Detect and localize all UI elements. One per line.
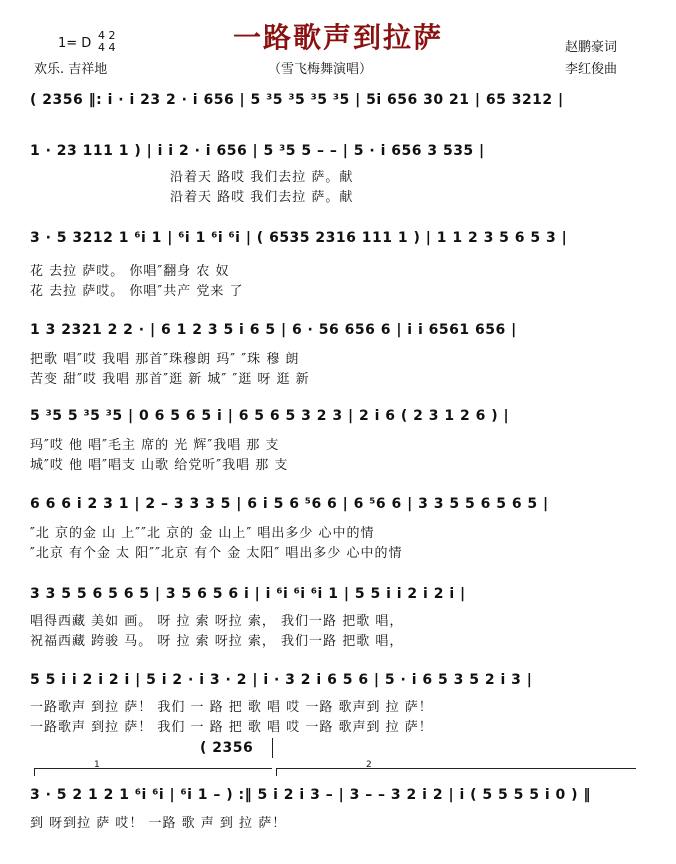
lyric-row-6-verse-2: ″北京 有个金 太 阳″″北京 有个 金 太阳″ 唱出多少 心中的情 bbox=[30, 546, 403, 561]
lyric-row-7-verse-2: 祝福西藏 跨骏 马。 呀 拉 索 呀拉 索， 我们一路 把歌 唱， bbox=[30, 634, 404, 649]
lyric-row-4-verse-2: 苦变 甜″哎 我唱 那首″逛 新 城″ ″逛 呀 逛 新 bbox=[30, 372, 310, 387]
notation-row-9: 3 · 5 2 1 2 1 ⁶i ⁶i | ⁶i 1 – ) :‖ 5 i 2 i 3 – | 3 – – 3 2 i 2 | i ( 5 5 5 5 i 0 ) ‖ bbox=[30, 787, 591, 803]
second-ending-number: 2 bbox=[366, 760, 372, 770]
time-signature-top: 4 2 bbox=[98, 29, 116, 42]
lyric-row-2-verse-1: 沿着天 路哎 我们去拉 萨。献 bbox=[170, 170, 354, 185]
notation-row-5: 5 ³5 5 ³5 ³5 | 0 6 5 6 5 i | 6 5 6 5 3 2 3 | 2 i 6 ( 2 3 1 2 6 ) | bbox=[30, 408, 510, 424]
composer: 李红俊曲 bbox=[565, 62, 618, 77]
lyric-row-5-verse-2: 城″哎 他 唱″唱支 山歌 给党听″我唱 那 支 bbox=[30, 458, 289, 473]
lyricist: 赵鹏豪词 bbox=[565, 40, 618, 55]
notation-row-6: 6 6 6 i 2 3 1 | 2 – 3 3 3 5 | 6 i 5 6 ⁵6 6 | 6 ⁵6 6 | 3 3 5 5 6 5 6 5 | bbox=[30, 496, 549, 512]
lyric-row-9: 到 呀到拉 萨 哎！ 一路 歌 声 到 拉 萨！ bbox=[30, 816, 287, 831]
lyric-row-3-verse-2: 花 去拉 萨哎。 你唱″共产 党来 了 bbox=[30, 284, 244, 299]
notation-row-4: 1 3 2321 2 2 · | 6 1 2 3 5 i 6 5 | 6 · 56 656 6 | i i 6561 656 | bbox=[30, 322, 517, 338]
notation-row-8: 5 5 i i 2 i 2 i | 5 i 2 · i 3 · 2 | i · 3 2 i 6 5 6 | 5 · i 6 5 3 5 2 i 3 | bbox=[30, 672, 533, 688]
first-ending-tick bbox=[34, 768, 35, 776]
lyric-row-8-verse-2: 一路歌声 到拉 萨！ 我们 一 路 把 歌 唱 哎 一路 歌声到 拉 萨！ bbox=[30, 720, 433, 735]
first-ending-bracket bbox=[34, 768, 272, 769]
song-title: 一路歌声到拉萨 bbox=[232, 21, 443, 54]
notation-row-1: ( 2356 ‖: i · i 23 2 · i 656 | 5 ³5 ³5 ³5 ³5 | 5i 656 30 21 | 65 3212 | bbox=[30, 92, 564, 108]
intro-reprise-notation: ( 2356 bbox=[200, 740, 254, 756]
intro-reprise-barline bbox=[272, 738, 273, 758]
lyric-row-8-verse-1: 一路歌声 到拉 萨！ 我们 一 路 把 歌 唱 哎 一路 歌声到 拉 萨！ bbox=[30, 700, 433, 715]
lyric-row-2-verse-2: 沿着天 路哎 我们去拉 萨。献 bbox=[170, 190, 354, 205]
second-ending-bracket bbox=[276, 768, 636, 769]
performer: （雪飞梅舞演唱） bbox=[268, 62, 373, 77]
lyric-row-5-verse-1: 玛″哎 他 唱″毛主 席的 光 辉″我唱 那 支 bbox=[30, 438, 280, 453]
key-signature: 1= D bbox=[58, 36, 92, 51]
style-marking: 欢乐. 吉祥地 bbox=[34, 62, 108, 77]
lyric-row-4-verse-1: 把歌 唱″哎 我唱 那首″珠穆朗 玛″ ″珠 穆 朗 bbox=[30, 352, 300, 367]
lyric-row-3-verse-1: 花 去拉 萨哎。 你唱″翻身 农 奴 bbox=[30, 264, 230, 279]
time-signature-bottom: 4 4 bbox=[98, 41, 116, 54]
lyric-row-6-verse-1: ″北 京的金 山 上″″北 京的 金 山上″ 唱出多少 心中的情 bbox=[30, 526, 375, 541]
first-ending-number: 1 bbox=[94, 760, 100, 770]
second-ending-tick bbox=[276, 768, 277, 776]
notation-row-3: 3 · 5 3212 1 ⁶i 1 | ⁶i 1 ⁶i ⁶i | ( 6535 2316 111 1 ) | 1 1 2 3 5 6 5 3 | bbox=[30, 230, 568, 246]
lyric-row-7-verse-1: 唱得西藏 美如 画。 呀 拉 索 呀拉 索， 我们一路 把歌 唱， bbox=[30, 614, 404, 629]
notation-row-2: 1 · 23 111 1 ) | i i 2 · i 656 | 5 ³5 5 – – | 5 · i 656 3 535 | bbox=[30, 143, 485, 159]
notation-row-7: 3 3 5 5 6 5 6 5 | 3 5 6 5 6 i | i ⁶i ⁶i ⁶i 1 | 5 5 i i 2 i 2 i | bbox=[30, 586, 466, 602]
